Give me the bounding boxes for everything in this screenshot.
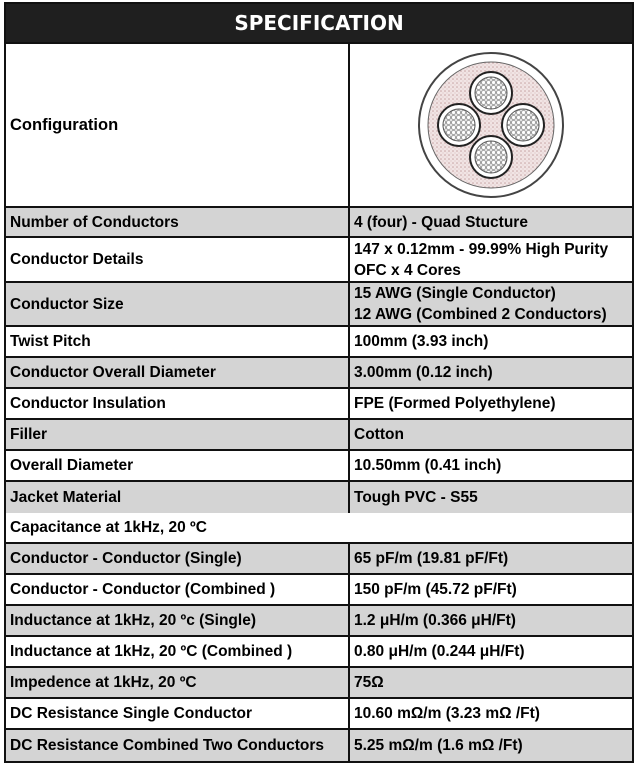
- spec-label: Conductor - Conductor (Combined ): [6, 575, 350, 604]
- spec-row: [6, 420, 632, 451]
- spec-value-line: 15 AWG (Single Conductor): [354, 285, 556, 302]
- spec-row: [6, 451, 632, 482]
- spec-label: Jacket Material: [6, 482, 350, 513]
- spec-label: Number of Conductors: [6, 208, 350, 236]
- spec-label: Conductor Details: [6, 238, 350, 281]
- spec-value: [350, 238, 632, 281]
- conductor-right: [502, 104, 544, 146]
- conductor-left: [438, 104, 480, 146]
- table-title: SPECIFICATION: [6, 4, 632, 44]
- spec-value-line: OFC x 4 Cores: [354, 261, 461, 279]
- spec-value: [350, 668, 632, 697]
- spec-label: Overall Diameter: [6, 451, 350, 480]
- spec-row: [6, 208, 632, 238]
- spec-value-line: 1.2 μH/m (0.366 μH/Ft): [354, 612, 516, 629]
- spec-value-line: 4 (four) - Quad Stucture: [354, 213, 528, 231]
- spec-value-line: 10.50mm (0.41 inch): [354, 457, 502, 474]
- spec-value-line: FPE (Formed Polyethylene): [354, 395, 556, 412]
- spec-row: [6, 238, 632, 283]
- spec-row: [6, 730, 632, 761]
- spec-row: [6, 668, 632, 699]
- spec-value: [350, 358, 632, 387]
- spec-row: [6, 358, 632, 389]
- spec-value: [350, 575, 632, 604]
- spec-value-line: 3.00mm (0.12 inch): [354, 364, 493, 381]
- spec-value: [350, 420, 632, 449]
- spec-value-line: Cotton: [354, 426, 404, 443]
- cable-cross-section-image: [416, 50, 566, 200]
- spec-label: Conductor Overall Diameter: [6, 358, 350, 387]
- spec-value: [350, 606, 632, 635]
- conductor-bottom: [470, 136, 512, 178]
- spec-row: [6, 544, 632, 575]
- spec-value-line: Tough PVC - S55: [354, 489, 478, 506]
- configuration-label: Configuration: [6, 44, 350, 206]
- conductor-top: [470, 72, 512, 114]
- spec-value-line: 150 pF/m (45.72 pF/Ft): [354, 581, 517, 598]
- spec-value: [350, 208, 632, 236]
- capacitance-header: Capacitance at 1kHz, 20 ºC: [10, 519, 207, 536]
- spec-value: [350, 637, 632, 666]
- spec-value: [350, 451, 632, 480]
- spec-label: DC Resistance Single Conductor: [6, 699, 350, 728]
- spec-label: Inductance at 1kHz, 20 ºc (Single): [6, 606, 350, 635]
- capacitance-header-row: [6, 513, 632, 544]
- spec-label: Twist Pitch: [6, 327, 350, 356]
- spec-value-line: 100mm (3.93 inch): [354, 333, 489, 350]
- spec-label: Filler: [6, 420, 350, 449]
- spec-value: [350, 730, 632, 761]
- spec-row: [6, 327, 632, 358]
- cable-cross-section-cell: [350, 44, 632, 206]
- spec-row: [6, 482, 632, 513]
- specification-table: [4, 2, 634, 763]
- spec-label: Conductor Insulation: [6, 389, 350, 418]
- spec-row: [6, 283, 632, 327]
- spec-value-line: 147 x 0.12mm - 99.99% High Purity: [354, 240, 609, 258]
- spec-value: [350, 327, 632, 356]
- spec-row: [6, 699, 632, 730]
- spec-value-line: 10.60 mΩ/m (3.23 mΩ /Ft): [354, 705, 540, 722]
- spec-value-line: 75Ω: [354, 674, 384, 691]
- spec-row: [6, 389, 632, 420]
- spec-value-line: 0.80 μH/m (0.244 μH/Ft): [354, 643, 525, 660]
- spec-label: Conductor - Conductor (Single): [6, 544, 350, 573]
- spec-label: Inductance at 1kHz, 20 ºC (Combined ): [6, 637, 350, 666]
- spec-value: [350, 544, 632, 573]
- spec-row: [6, 575, 632, 606]
- spec-value-line: 65 pF/m (19.81 pF/Ft): [354, 550, 509, 567]
- spec-label: Impedence at 1kHz, 20 ºC: [6, 668, 350, 697]
- spec-value: [350, 699, 632, 728]
- spec-label: Conductor Size: [6, 283, 350, 325]
- spec-value: [350, 482, 632, 513]
- spec-value: [350, 283, 632, 325]
- spec-value: [350, 389, 632, 418]
- spec-label: DC Resistance Combined Two Conductors: [6, 730, 350, 761]
- spec-value-line: 5.25 mΩ/m (1.6 mΩ /Ft): [354, 737, 523, 754]
- spec-row: [6, 606, 632, 637]
- configuration-row: [6, 44, 632, 208]
- spec-value-line: 12 AWG (Combined 2 Conductors): [354, 306, 607, 323]
- spec-row: [6, 637, 632, 668]
